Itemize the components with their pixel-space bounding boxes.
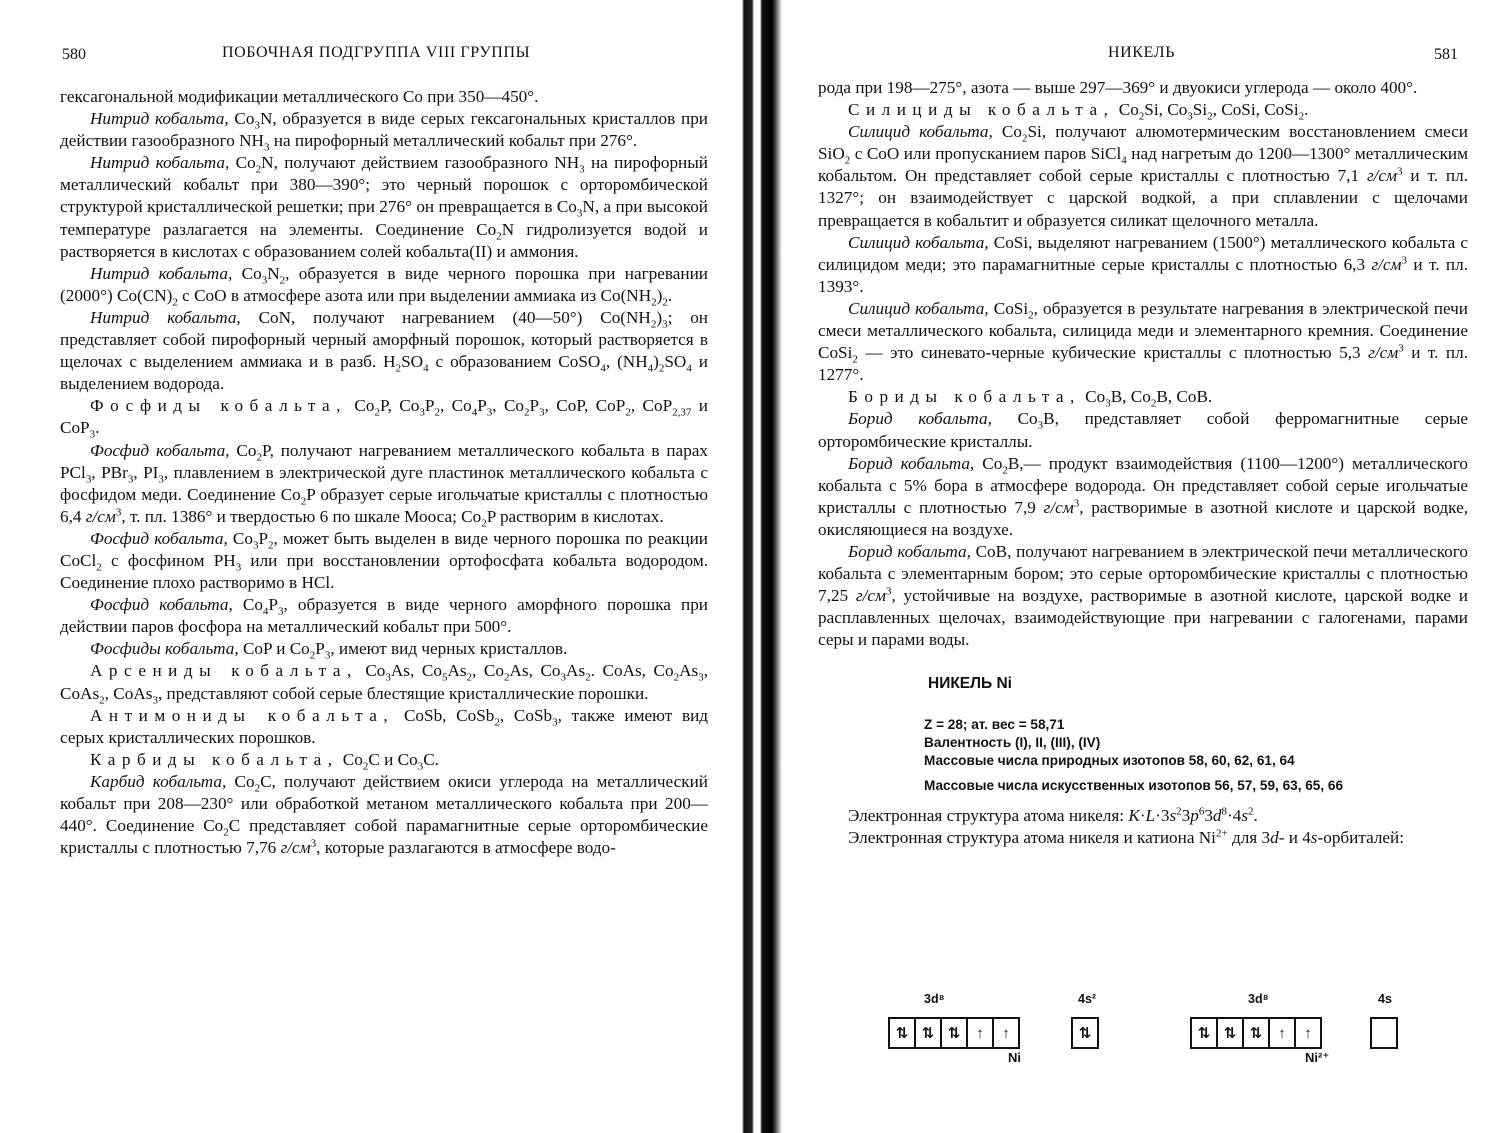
left-body-text: гексагональной модификации металлического Co при 350—450°. Нитрид кобальта, $Co_3N$, образуется в виде серых гексагональных кристаллов при действии газообразного $NH_3$ на пирофорный металлический кобальт при 276°. Нитрид кобальта, $Co_2N$, получают действием газообразного $NH_3$ на пирофорный металлический кобальт при 380—390°; это черный порошок с орторомбической структурой кристаллической решетки; при 276° он превращается в $Co_3N$, а при высокой температуре разлагается на элементы. Соединение $Co_2N$ гидролизуется водой и растворяется в кислотах с образованием солей кобальта(II) и аммония. Нитрид кобальта, $Co_3N_2$, образуется в виде черного порошка при нагревании (2000°) $Co(CN)_2$ с CoO в атмосфере азота или при выделении аммиака из $Co(NH_2)_2$. Нитрид кобальта, CoN, получают нагреванием (40—50°) $Co(NH_2)_3$; он представляет собой пирофорный черный аморфный порошок, который растворяется в щелочах с выделением аммиака и в разб. $H_2SO_4$ с образованием CoSO$_4$, $(NH_4)_2SO_4$ и выделением водорода. Фосфиды кобальта, $Co_2P$, $Co_3P_2$, $Co_4P_3$, $Co_2P_3$, CoP, CoP$_2$, CoP$_{2,37}$ и CoP$_3$. Фосфид кобальта, $Co_2P$, получают нагреванием металлического кобальта в парах PCl$_3$, PBr$_3$, $PI_3$, плавлением в электрической дуге пластинок металлического кобальта с фосфидом меди. Соединение $Co_2P$ образует серые игольчатые кристаллы с плотностью 6,4 $г/см^3$, т. пл. 1386° и твердостью 6 по шкале Мооса; $Co_2P$ растворим в кислотах. Фосфид кобальта, $Co_3P_2$, может быть выделен в виде черного порошка по реакции CoCl$_2$ с фосфином $PH_3$ или при восстановлении ортофосфата кобальта водородом. Соединение плохо растворимо в HCl. Фосфид кобальта, $Co_4P_3$, образуется в виде черного аморфного порошка при действии паров фосфора на металлический кобальт при 500°. Фосфиды кобальта, CoP и $Co_2P_3$, имеют вид черных кристаллов. Арсениды кобальта, $Co_3As$, $Co_5As_2$, $Co_2As$, $Co_3As_2$. CoAs, $Co_2As_3$, CoAs$_2$, CoAs$_3$, представляют собой серые блестящие кристаллические порошки. Антимониды кобальта, CoSb, CoSb$_2$, CoSb$_3$, также имеют вид серых кристаллических порошков. Карбиды кобальта, $Co_2C$ и $Co_3C$. Карбид кобальта, $Co_2C$, получают действием окиси углерода на металлический кобальт при 208—230° или обработкой метаном металлического кобальта при 200—440°. Соединение $Co_2C$ представляет собой парамагнитные серые орторомбические кристаллы с плотностью 7,76 $г/см^3$, которые разлагаются в атмосфере водо- [60,87,709,858]
orbital-cell: ⇅ [942,1019,968,1047]
orbital-cell: ⇅ [916,1019,942,1047]
ion-3d-label: 3d⁸ [1248,992,1269,1006]
section-title: НИКЕЛЬ Ni [928,675,1012,693]
page-number-right: 581 [1434,46,1458,63]
ni-3d-label: 3d⁸ [924,992,945,1006]
ni-4s-orbital [1071,1017,1099,1049]
ni-3d-orbitals [888,1017,1020,1049]
orbital-cell: ⇅ [1218,1019,1244,1047]
running-head-left: ПОБОЧНАЯ ПОДГРУППА VIII ГРУППЫ [222,44,531,61]
orbital-cell: ↑ [1304,1024,1312,1042]
props-line-2: Валентность (I), II, (III), (IV) [924,734,1101,750]
ion-3d-orbitals [1190,1017,1322,1049]
orbital-cell: ↑ [1002,1024,1010,1042]
orbital-diagram [790,990,1508,1070]
right-body-text: рода при 198—275°, азота — выше 297—369° и двуокиси углерода — около 400°. Силициды кобальта, $Co_2Si$, $Co_3Si_2$, CoSi, CoSi$_2$. Силицид кобальта, $Co_2Si$, получают алюмотермическим восстановлением смеси SiO$_2$ с CoO или пропусканием паров SiCl$_4$ над нагретым до 1200—1300° металлическим кобальтом. Он представляет собой серые кристаллы с плотностью 7,1 $г/см^3$ и т. пл. 1327°; он взаимодействует с царской водкой, а при сплавлении с щелочами превращается в кобальтит и образуется силикат щелочного металла. Силицид кобальта, CoSi, выделяют нагреванием (1500°) металлического кобальта с силицидом меди; это парамагнитные серые кристаллы с плотностью 6,3 $г/см^3$ и т. пл. 1393°. Силицид кобальта, CoSi$_2$, образуется в результате нагревания в электрической печи смеси металлического кобальта, силицида меди и элементарного кремния. Соединение CoSi$_2$ — это синевато-черные кубические кристаллы с плотностью 5,3 $г/см^3$ и т. пл. 1277°. Бориды кобальта, $Co_3B$, $Co_2B$, CoB. Борид кобальта, $Co_3B$, представляет собой ферромагнитные серые орторомбические кристаллы. Борид кобальта, $Co_2B,—$ продукт взаимодействия (1100—1200°) металлического кобальта с 5% бора в атмосфере водорода. Он представляет собой серые игольчатые кристаллы с плотностью 7,9 $г/см^3$, растворимые в азотной кислоте и царской водке, окисляющиеся на воздухе. Борид кобальта, CoB, получают нагреванием в электрической печи металлического кобальта с элементарным бором; это серые орторомбические кристаллы с плотностью 7,25 $г/см^3$, устойчивые на воздухе, растворимые в азотной кислоте, царской водке и расплавленных щелочах, взаимодействующие при нагревании с галогенами, парами серы и парами воды. НИКЕЛЬ Ni Z = 28; ат. вес = 58,71 Валентность (I), II, (III), (IV) Массовые числа природных изотопов 58, 60, 62, 61, 64 Массовые числа искусственных изотопов 56, 57, 59, 63, 65, 66 Электронная структура атома никеля: $K\cdot L\cdot 3s^23p^63d^8\cdot 4s^2$. Электронная структура атома никеля и катиона $Ni^{2+}$ для 3d- и 4s-орбиталей: [818,78,1468,848]
nickel-properties [924,716,1364,796]
running-head-right: НИКЕЛЬ [1108,44,1175,61]
orbital-cell: ⇅ [1192,1019,1218,1047]
orbital-cell: ⇅ [890,1019,916,1047]
orbital-cell: ↑ [1270,1019,1296,1047]
ion-4s-orbital [1370,1017,1398,1049]
ion-label: Ni²⁺ [1305,1050,1330,1065]
props-line-3: Массовые числа природных изотопов 58, 60, 62, 61, 64 [924,753,1295,769]
ni-label: Ni [1008,1050,1021,1065]
book-spine [738,0,790,1133]
orbital-cell: ⇅ [1078,1025,1092,1042]
left-page [0,0,738,1133]
right-page [790,0,1508,1133]
props-line-4: Массовые числа искусственных изотопов 56, 57, 59, 63, 65, 66 [924,777,1344,793]
ion-4s-label: 4s [1378,992,1392,1006]
orbital-cell: ⇅ [1244,1019,1270,1047]
page-number-left: 580 [62,46,86,63]
props-line-1: Z = 28; ат. вес = 58,71 [924,716,1065,732]
orbital-cell [1372,1019,1396,1047]
ni-4s-label: 4s² [1078,992,1097,1006]
orbital-cell: ↑ [968,1019,994,1047]
